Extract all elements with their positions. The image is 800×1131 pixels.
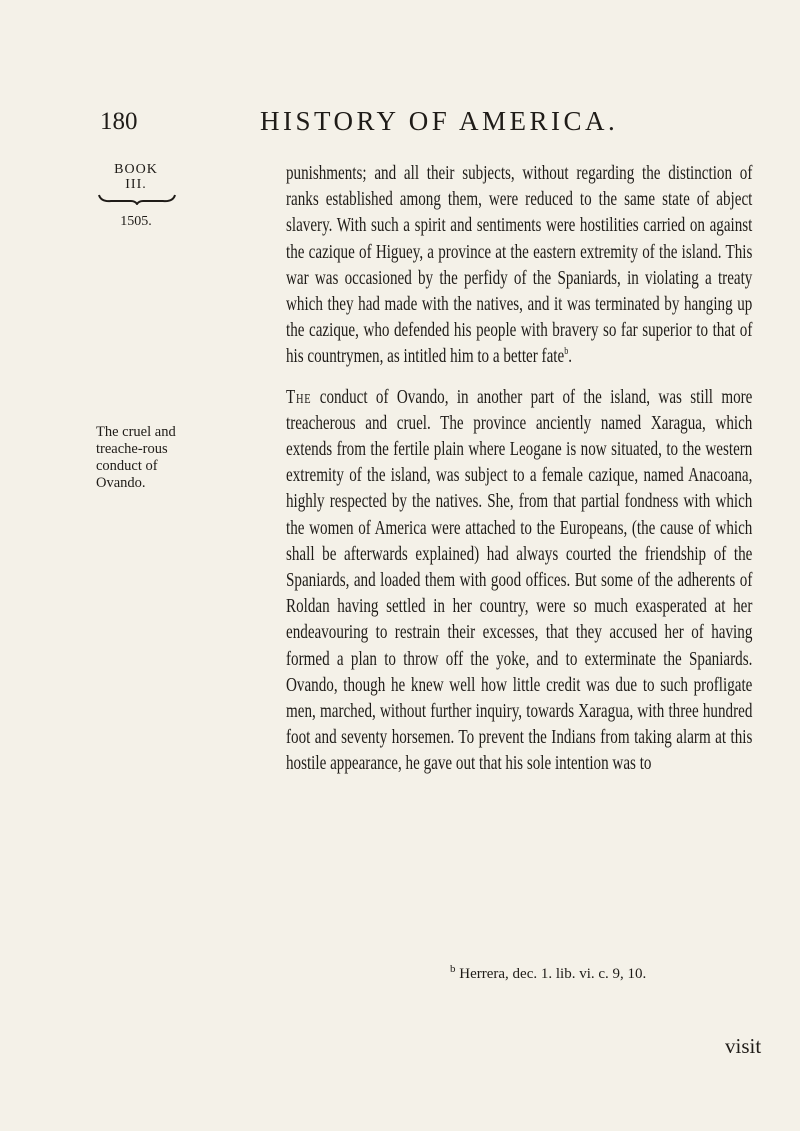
- catchword: visit: [725, 1034, 762, 1058]
- margin-year: 1505.: [120, 214, 152, 229]
- margin-note: The cruel and treache-rous conduct of Ovando.: [96, 424, 176, 491]
- page-number: 180: [100, 108, 138, 135]
- margin-book-number: III.: [125, 177, 147, 192]
- paragraph-2-text: conduct of Ovando, in another part of the island, was still more treacherous and cruel. The province anciently named Xaragua, which extends from the fertile plain where Leogane is now situated, to the western extremity of the island, was subject to a female cazique, named Anacoana, highly respected by the natives. She, from that partial fondness with which the women of America were attached to the Europeans, (the cause of which shall be afterwards explained) had always courted the friendship of the Spaniards, and loaded them with good offices. But some of the adherents of Roldan having settled in her country, were so much exasperated at her endeavouring to restrain their excesses, that they accused her of having formed a plan to throw off the yoke, and to exterminate the Spaniards. Ovando, though he knew well how little credit was due to such profligate men, marched, without further inquiry, towards Xaragua, with three hundred foot and seventy horsemen. To prevent the Indians from taking alarm at this hostile appearance, he gave out that his sole intention was to: [286, 385, 753, 775]
- paragraph-2: [286, 384, 752, 777]
- footnote: [450, 963, 647, 983]
- margin-book-word: BOOK: [114, 162, 158, 177]
- margin-book-label: [96, 162, 176, 192]
- footnote-reference: b: [564, 345, 569, 358]
- paragraph-2-lead: The: [286, 385, 312, 408]
- running-head: HISTORY OF AMERICA.: [260, 106, 619, 136]
- brace-ornament: [97, 193, 177, 205]
- footnote-text: Herrera, dec. 1. lib. vi. c. 9, 10.: [459, 966, 647, 982]
- main-text: [286, 160, 752, 777]
- paragraph-1-text: punishments; and all their subjects, without regarding the distinction of ranks established among them, were reduced to the same state of abject slavery. With such a spirit and sentiments were hostilities carried on against the cazique of Higuey, a province at the eastern extremity of the island. This war was occasioned by the perfidy of the Spaniards, in violating a treaty which they had made with the natives, and it was terminated by hanging up the cazique, who defended his people with bravery so far superior to that of his countrymen, as intitled him to a better fate: [286, 162, 753, 368]
- paragraph-1: [286, 160, 752, 370]
- footnote-marker: b: [450, 963, 456, 975]
- paragraph-1-end: .: [568, 345, 573, 368]
